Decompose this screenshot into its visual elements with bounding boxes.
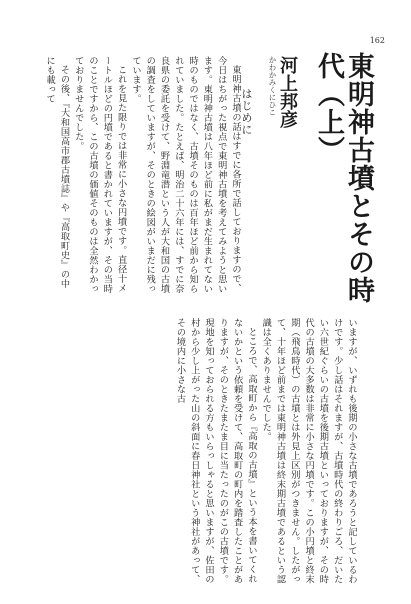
author-ruby: かわかみくにひこ <box>268 56 277 116</box>
top-text-block <box>44 56 242 296</box>
paragraph: これを見た限りでは非常に小さな円墳です。直径十メートルほどの円墳であると書かれていますが、その当時のことですから、この古墳の価値そのものは全然わかっておりませんでした。 <box>72 56 127 294</box>
paragraph: いますが、いずれも後期の小さな古墳であろうと記しているわけです。少し話はそれますが、古墳時代の終わりごろ、だいたい六世紀ぐらいの古墳を後期古墳といっておりますが、その時代の古墳の大多数は非常に小さな円墳です。この小円墳と終末期（飛鳥時代）の古墳とは外見上区別がつきません。したがって、十年ほど前までは東明神古墳は終末期古墳であるという認識は全くありませんでした。 <box>260 318 357 584</box>
paragraph: その後、『大和国高市郡古墳誌』や『高取町史』の中にも載って <box>44 56 70 289</box>
paragraph: 東明神古墳の話はすでに各所で話しておりますので、今日はちがった視点で東明神古墳を考えてみようと思います。東明神古墳は八年ほど前に私がまだ生まれてない時のものではなく、古墳そのものは百年ほど前から知られていました。たとえば、明治二十六年には、すでに奈良県の委託を受けて、野淵竜潜という人が大和国の古墳の調査をしていますが、そのときの絵図がいまだに残っています。 <box>129 56 241 294</box>
author-name: 河上邦彦 <box>277 56 298 128</box>
page-number: 162 <box>369 36 385 45</box>
article-title: 東明神古墳とその時代（上） <box>313 52 374 304</box>
section-heading: はじめに <box>240 88 253 136</box>
bottom-text-block <box>58 318 358 584</box>
paragraph: ところで、高取町から『高取の古墳』という本を書いてくれないかという依頼を受けて、高取町の町内を踏査したことがありますが、そのときたまたま目に当たったのがこの古墳です。現地を知っておられる方もいらっしゃると思いますが、佐田の村から少し上がった山の斜面に春日神社という神社があって、その境内に小さな古 <box>174 318 257 584</box>
